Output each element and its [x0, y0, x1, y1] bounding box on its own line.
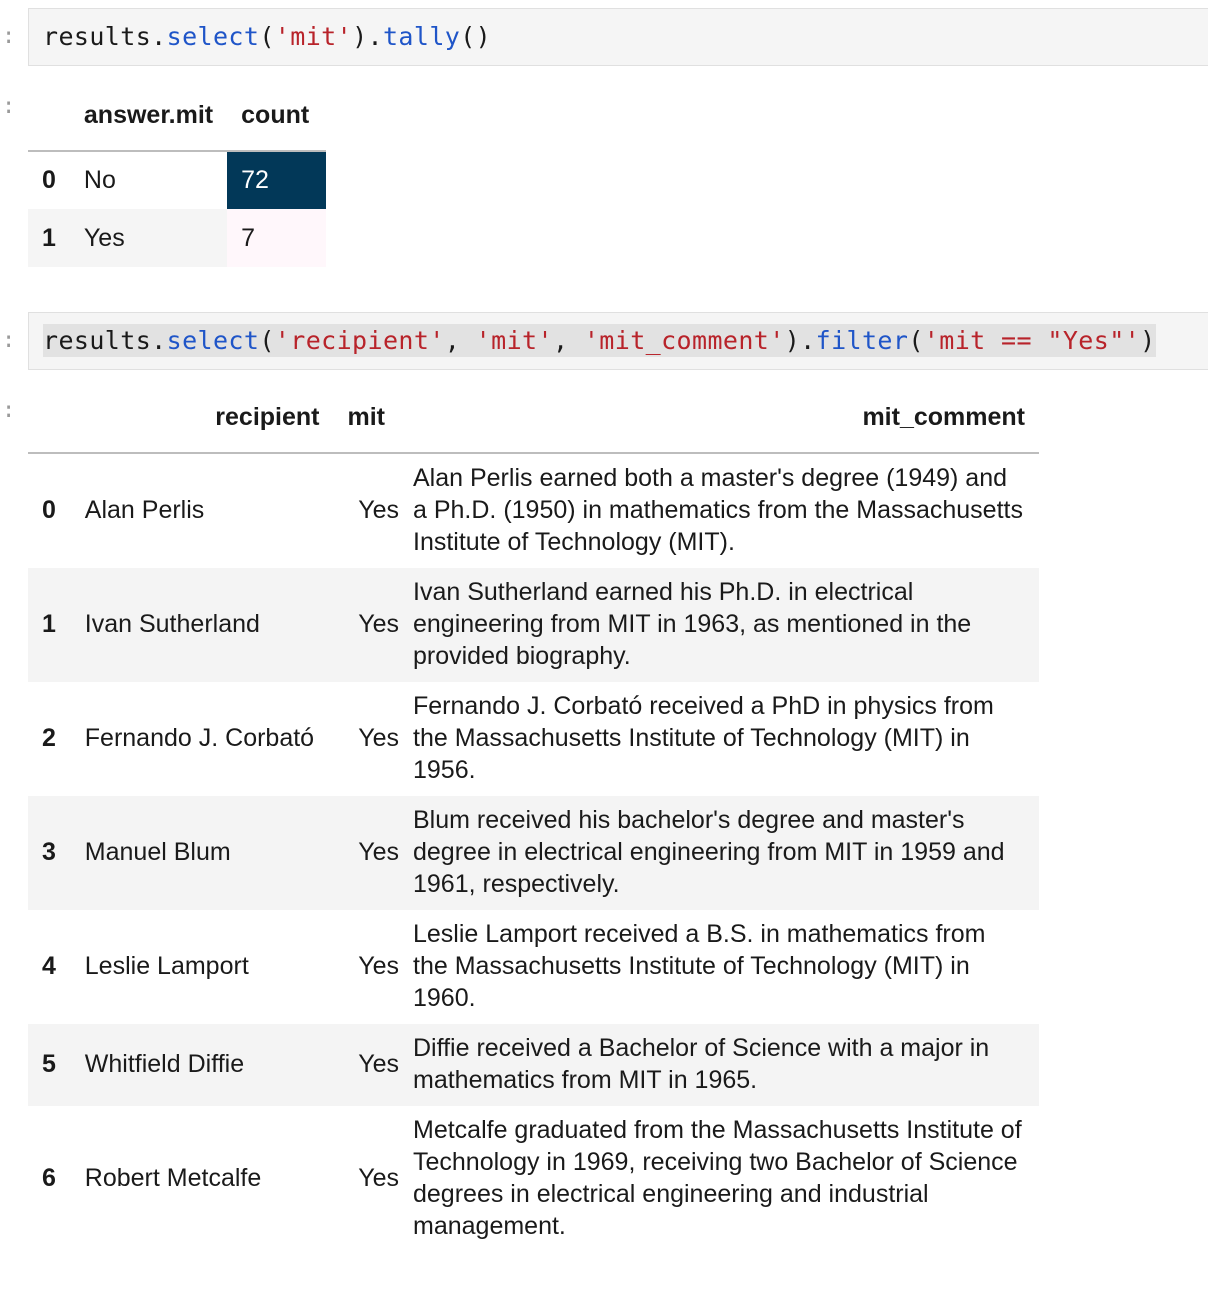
cell1-output-prompt: : — [2, 94, 16, 119]
mit-comment-cell: Leslie Lamport received a B.S. in mathematics from the Massachusetts Institute of Technology (MIT) in 1960. — [413, 920, 986, 1012]
code-token: results — [43, 326, 152, 355]
code-token: 'mit_comment' — [583, 326, 785, 355]
table-header-row — [28, 382, 1039, 453]
table-row — [28, 453, 1039, 568]
count-cell: 7 — [227, 209, 326, 267]
table-header-row — [28, 80, 326, 151]
mit-comment-cell: Fernando J. Corbató received a PhD in physics from the Massachusetts Institute of Technology (MIT) in 1956. — [413, 692, 994, 784]
code-selection — [43, 324, 1156, 357]
code-token: filter — [815, 326, 909, 355]
code-token: 'mit' — [475, 326, 553, 355]
column-header-recipient: recipient — [215, 402, 320, 431]
mit-comment-cell: Metcalfe graduated from the Massachusetts Institute of Technology in 1969, receiving two Bachelor of Science degrees in electrical engineering and industrial management. — [413, 1116, 1022, 1240]
table-row — [28, 209, 326, 267]
table-row — [28, 151, 326, 209]
code-token: . — [151, 326, 167, 355]
code-token: 'mit == "Yes"' — [923, 326, 1141, 355]
tally-dataframe — [28, 80, 326, 267]
mit-cell: Yes — [358, 724, 399, 752]
row-index: 2 — [42, 724, 56, 752]
code-token: , — [552, 326, 584, 355]
row-index: 4 — [42, 952, 56, 980]
mit-comment-cell: Ivan Sutherland earned his Ph.D. in electrical engineering from MIT in 1963, as mentioned in the provided biography. — [399, 568, 1039, 682]
code-token: select — [166, 22, 260, 51]
column-header-mit: mit — [347, 402, 385, 431]
mit-comment-cell: Blum received his bachelor's degree and master's degree in electrical engineering from MIT in 1959 and 1961, respectively. — [399, 796, 1039, 910]
recipient-cell: Fernando J. Corbató — [84, 724, 315, 752]
code-token: ) — [352, 22, 368, 51]
recipient-cell: Whitfield Diffie — [71, 1024, 334, 1106]
cell1-code-editor[interactable] — [28, 8, 1208, 66]
cell2-input-prompt: : — [2, 328, 16, 353]
table-row — [28, 796, 1039, 910]
code-token: ( — [259, 326, 275, 355]
column-header-answer-mit: answer.mit — [83, 100, 214, 129]
column-header-mit-comment: mit_comment — [862, 402, 1025, 431]
row-index: 0 — [42, 496, 56, 524]
recipient-cell: Manuel Blum — [71, 796, 334, 910]
table-row — [28, 1024, 1039, 1106]
recipient-cell: Robert Metcalfe — [84, 1164, 262, 1192]
code-token: ( — [259, 22, 275, 51]
code-token: tally — [382, 22, 461, 51]
table-row — [28, 682, 1039, 796]
recipient-cell: Alan Perlis — [84, 496, 205, 524]
row-index: 1 — [28, 568, 71, 682]
mit-comment-cell: Diffie received a Bachelor of Science with a major in mathematics from MIT in 1965. — [399, 1024, 1039, 1106]
row-index: 6 — [42, 1164, 56, 1192]
table-row — [28, 568, 1039, 682]
code-token: . — [800, 326, 816, 355]
code-token: results — [43, 22, 152, 51]
row-index: 3 — [28, 796, 71, 910]
mit-cell: Yes — [334, 1024, 400, 1106]
mit-cell: Yes — [358, 1164, 399, 1192]
table-row — [28, 910, 1039, 1024]
code-token: 'mit' — [274, 22, 353, 51]
code-token: ) — [784, 326, 801, 355]
code-token: ( — [908, 326, 924, 355]
mit-cell: Yes — [334, 568, 400, 682]
index-header — [28, 80, 70, 151]
code-token: , — [444, 326, 476, 355]
cell1-input-prompt: : — [2, 24, 16, 49]
row-index: 0 — [28, 151, 70, 209]
mit-filtered-dataframe — [28, 382, 1039, 1252]
code-token: 'recipient' — [274, 326, 445, 355]
answer-cell: Yes — [70, 209, 227, 267]
code-token: select — [166, 326, 260, 355]
recipient-cell: Ivan Sutherland — [71, 568, 334, 682]
index-header — [28, 382, 71, 453]
mit-cell: Yes — [358, 496, 399, 524]
cell2-output-prompt: : — [2, 398, 16, 423]
mit-cell: Yes — [334, 796, 400, 910]
table-row — [28, 1106, 1039, 1252]
column-header-count: count — [241, 100, 310, 129]
mit-comment-cell: Alan Perlis earned both a master's degree (1949) and a Ph.D. (1950) in mathematics from the Massachusetts Institute of Technology (MIT). — [413, 464, 1023, 556]
recipient-cell: Leslie Lamport — [84, 952, 249, 980]
answer-cell: No — [70, 151, 227, 209]
count-cell: 72 — [227, 151, 326, 209]
code-token: ) — [1140, 326, 1156, 355]
code-token: . — [367, 22, 383, 51]
row-index: 1 — [28, 209, 70, 267]
code-token: . — [151, 22, 167, 51]
row-index: 5 — [28, 1024, 71, 1106]
cell2-code-editor[interactable] — [28, 312, 1208, 370]
mit-cell: Yes — [358, 952, 399, 980]
code-token: () — [460, 22, 492, 51]
